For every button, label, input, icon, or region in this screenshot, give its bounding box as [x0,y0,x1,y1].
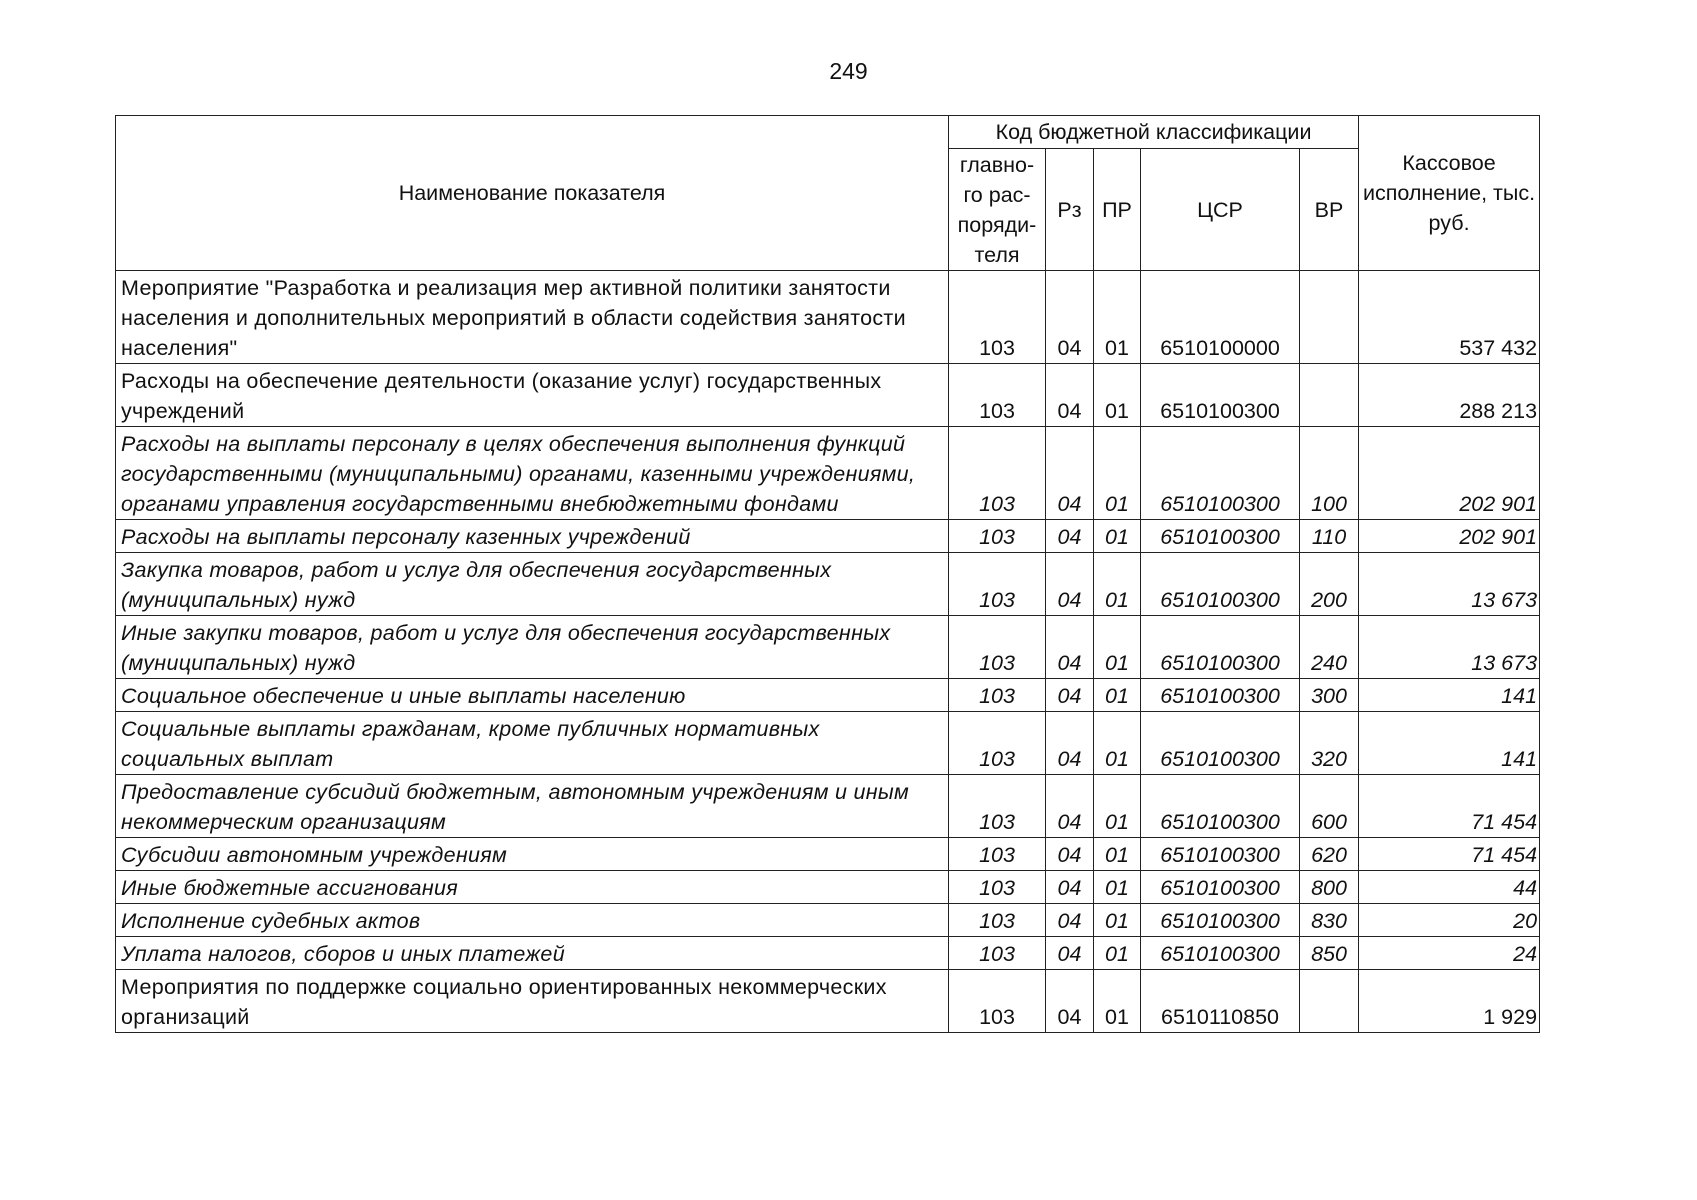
cell-pr: 01 [1094,838,1141,871]
cell-rz: 04 [1046,904,1094,937]
cell-vr: 300 [1300,679,1359,712]
cell-glavn: 103 [949,937,1046,970]
cell-csr: 6510100300 [1141,937,1300,970]
cell-name: Расходы на обеспечение деятельности (оказание услуг) государственных учреждений [116,364,949,427]
cell-vr: 850 [1300,937,1359,970]
header-kass: Кассовое исполнение, тыс. руб. [1359,116,1540,271]
cell-name: Уплата налогов, сборов и иных платежей [116,937,949,970]
cell-pr: 01 [1094,271,1141,364]
cell-amount: 71 454 [1359,838,1540,871]
cell-vr: 110 [1300,520,1359,553]
cell-rz: 04 [1046,937,1094,970]
header-pr: ПР [1094,149,1141,271]
cell-glavn: 103 [949,679,1046,712]
cell-amount: 141 [1359,712,1540,775]
cell-name: Расходы на выплаты персоналу в целях обеспечения выполнения функций государственными (муниципальными) органами, казенными учреждениями, органами управления государственными внебюджетными фондами [116,427,949,520]
cell-amount: 202 901 [1359,520,1540,553]
cell-rz: 04 [1046,427,1094,520]
cell-amount: 141 [1359,679,1540,712]
cell-rz: 04 [1046,364,1094,427]
table-body [116,271,1540,1033]
cell-amount: 71 454 [1359,775,1540,838]
cell-rz: 04 [1046,775,1094,838]
table-row [116,679,1540,712]
cell-csr: 6510100300 [1141,616,1300,679]
cell-amount: 24 [1359,937,1540,970]
cell-glavn: 103 [949,775,1046,838]
cell-csr: 6510100000 [1141,271,1300,364]
table-row [116,616,1540,679]
cell-pr: 01 [1094,904,1141,937]
cell-pr: 01 [1094,520,1141,553]
cell-name: Закупка товаров, работ и услуг для обеспечения государственных (муниципальных) нужд [116,553,949,616]
cell-name: Субсидии автономным учреждениям [116,838,949,871]
cell-glavn: 103 [949,553,1046,616]
cell-csr: 6510100300 [1141,520,1300,553]
cell-pr: 01 [1094,679,1141,712]
cell-pr: 01 [1094,427,1141,520]
table-row [116,427,1540,520]
cell-pr: 01 [1094,937,1141,970]
cell-pr: 01 [1094,871,1141,904]
cell-vr: 620 [1300,838,1359,871]
cell-amount: 202 901 [1359,427,1540,520]
header-name: Наименование показателя [116,116,949,271]
cell-vr [1300,364,1359,427]
page-number: 249 [829,58,868,84]
cell-pr: 01 [1094,364,1141,427]
header-csr: ЦСР [1141,149,1300,271]
header-glavn: главно-го рас-поряди-теля [949,149,1046,271]
cell-vr [1300,970,1359,1033]
cell-glavn: 103 [949,970,1046,1033]
cell-glavn: 103 [949,838,1046,871]
table-row [116,712,1540,775]
table-row [116,553,1540,616]
cell-vr: 320 [1300,712,1359,775]
table-row [116,838,1540,871]
cell-pr: 01 [1094,553,1141,616]
cell-rz: 04 [1046,271,1094,364]
cell-name: Мероприятие "Разработка и реализация мер активной политики занятости населения и дополнительных мероприятий в области содействия занятости населения" [116,271,949,364]
cell-vr [1300,271,1359,364]
table-row [116,970,1540,1033]
header-vr: ВР [1300,149,1359,271]
header-rz: Рз [1046,149,1094,271]
cell-csr: 6510100300 [1141,838,1300,871]
cell-glavn: 103 [949,871,1046,904]
cell-glavn: 103 [949,427,1046,520]
cell-csr: 6510100300 [1141,364,1300,427]
cell-name: Предоставление субсидий бюджетным, автономным учреждениям и иным некоммерческим организациям [116,775,949,838]
cell-name: Иные закупки товаров, работ и услуг для обеспечения государственных (муниципальных) нужд [116,616,949,679]
cell-name: Расходы на выплаты персоналу казенных учреждений [116,520,949,553]
budget-table [115,115,1540,1033]
cell-csr: 6510100300 [1141,553,1300,616]
cell-vr: 800 [1300,871,1359,904]
cell-glavn: 103 [949,520,1046,553]
cell-csr: 6510100300 [1141,775,1300,838]
cell-csr: 6510100300 [1141,427,1300,520]
cell-glavn: 103 [949,616,1046,679]
header-kbk-group: Код бюджетной классификации [949,116,1359,149]
cell-vr: 600 [1300,775,1359,838]
cell-pr: 01 [1094,970,1141,1033]
cell-name: Исполнение судебных актов [116,904,949,937]
cell-rz: 04 [1046,520,1094,553]
cell-name: Иные бюджетные ассигнования [116,871,949,904]
cell-pr: 01 [1094,712,1141,775]
cell-rz: 04 [1046,679,1094,712]
cell-vr: 830 [1300,904,1359,937]
cell-csr: 6510100300 [1141,871,1300,904]
cell-amount: 537 432 [1359,271,1540,364]
cell-csr: 6510100300 [1141,679,1300,712]
table-row [116,520,1540,553]
cell-glavn: 103 [949,712,1046,775]
cell-glavn: 103 [949,904,1046,937]
cell-amount: 13 673 [1359,553,1540,616]
cell-name: Социальное обеспечение и иные выплаты населению [116,679,949,712]
table-row [116,904,1540,937]
cell-glavn: 103 [949,364,1046,427]
table-row [116,871,1540,904]
cell-pr: 01 [1094,775,1141,838]
cell-rz: 04 [1046,712,1094,775]
table-row [116,271,1540,364]
cell-rz: 04 [1046,838,1094,871]
cell-amount: 1 929 [1359,970,1540,1033]
table-row [116,364,1540,427]
cell-amount: 20 [1359,904,1540,937]
cell-rz: 04 [1046,616,1094,679]
cell-rz: 04 [1046,871,1094,904]
cell-name: Мероприятия по поддержке социально ориентированных некоммерческих организаций [116,970,949,1033]
table-row [116,937,1540,970]
cell-vr: 100 [1300,427,1359,520]
cell-rz: 04 [1046,553,1094,616]
cell-name: Социальные выплаты гражданам, кроме публичных нормативных социальных выплат [116,712,949,775]
cell-amount: 44 [1359,871,1540,904]
cell-csr: 6510110850 [1141,970,1300,1033]
cell-amount: 288 213 [1359,364,1540,427]
table-row [116,775,1540,838]
cell-amount: 13 673 [1359,616,1540,679]
cell-vr: 200 [1300,553,1359,616]
cell-vr: 240 [1300,616,1359,679]
cell-glavn: 103 [949,271,1046,364]
cell-rz: 04 [1046,970,1094,1033]
cell-pr: 01 [1094,616,1141,679]
cell-csr: 6510100300 [1141,904,1300,937]
cell-csr: 6510100300 [1141,712,1300,775]
